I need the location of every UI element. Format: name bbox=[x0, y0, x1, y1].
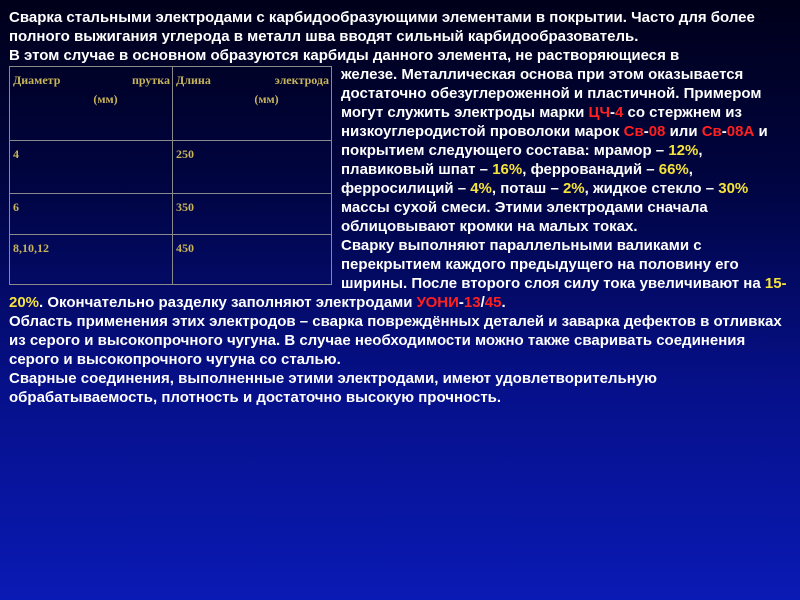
wire-grade-name: Св bbox=[623, 123, 644, 140]
wire-grade-dash: - bbox=[721, 123, 727, 140]
brand-number: 13 bbox=[463, 294, 481, 311]
table-row bbox=[10, 141, 332, 194]
liquid-glass-percent: 30% bbox=[718, 180, 749, 197]
slide-text-block bbox=[9, 8, 791, 407]
application-paragraph: Область применения этих электродов – сварка повреждённых деталей и заварка дефектов в отливках из серого и высокопрочного чугуна. В случае необходимости можно также сваривать соединения серого и высокопрочного чугуна со сталью. bbox=[9, 313, 782, 368]
text-run: , поташ – bbox=[491, 180, 563, 197]
header-length-word: Длина bbox=[176, 73, 211, 87]
header-length-unit: (мм) bbox=[254, 92, 279, 106]
table-row bbox=[10, 194, 332, 235]
intro-line-2: В этом случае в основном образуются карбиды данного элемента, не растворяющиеся в bbox=[9, 47, 680, 64]
text-run: . Окончательно разделку заполняют электродами bbox=[39, 294, 417, 311]
text-run: и покрытием следующего состава: мрамор – bbox=[341, 123, 768, 159]
brand-number: 4 bbox=[615, 104, 624, 121]
intro-paragraph-1: Сварка стальными электродами с карбидообразующими элементами в покрытии. Часто для более полного выжигания углерода в металл шва вводят сильный карбидообразователь. bbox=[9, 9, 755, 45]
text-run: со стержнем из низкоуглеродистой проволоки марок bbox=[341, 104, 742, 140]
header-diameter-word: Диаметр bbox=[13, 73, 61, 87]
text-run: , ферросилиций – bbox=[341, 161, 693, 197]
diameter-cell: 4 bbox=[10, 141, 173, 194]
potash-percent: 2% bbox=[562, 180, 585, 197]
header-rod-word: прутка bbox=[131, 73, 170, 87]
length-cell: 350 bbox=[173, 194, 332, 235]
header-diameter-cell bbox=[10, 67, 173, 141]
brand-name: ЦЧ bbox=[588, 104, 610, 121]
ferrosilicon-percent: 4% bbox=[470, 180, 492, 197]
header-diameter-unit: (мм) bbox=[93, 92, 118, 106]
fluorspar-percent: 16% bbox=[492, 161, 523, 178]
diameter-cell: 6 bbox=[10, 194, 173, 235]
brand-name: УОНИ bbox=[416, 294, 459, 311]
brand-slash: / bbox=[480, 294, 485, 311]
length-cell: 250 bbox=[173, 141, 332, 194]
brand-dash: - bbox=[458, 294, 464, 311]
diameter-cell: 8,10,12 bbox=[10, 235, 173, 285]
header-length-cell bbox=[173, 67, 332, 141]
ferrovanadium-percent: 66% bbox=[658, 161, 689, 178]
brand-dash: - bbox=[610, 104, 615, 121]
table-header-row bbox=[10, 67, 332, 141]
current-increase-value: 15-20% bbox=[9, 275, 787, 311]
intro-paragraph-2 bbox=[9, 46, 791, 65]
electrode-size-table bbox=[9, 66, 332, 285]
table-row bbox=[10, 235, 332, 285]
text-run: . bbox=[501, 294, 506, 311]
text-run: Сварку выполняют параллельными валиками с перекрытием каждого предыдущего на половину его ширины. После второго слоя силу тока увеличивают на bbox=[341, 237, 765, 292]
text-run: , феррованадий – bbox=[522, 161, 659, 178]
text-run: , жидкое стекло – bbox=[584, 180, 719, 197]
text-run: , плавиковый шпат – bbox=[341, 142, 703, 178]
header-electrode-word: электрода bbox=[274, 73, 329, 87]
text-run: железе. Металлическая основа при этом оказывается достаточно обезуглероженной и пластичной. Примером могут служить электроды марки bbox=[341, 66, 762, 121]
text-run: массы сухой смеси. Этими электродами сначала облицовывают кромки на малых токах. bbox=[341, 199, 708, 235]
brand-number: 45 bbox=[484, 294, 502, 311]
conclusion-paragraph: Сварные соединения, выполненные этими электродами, имеют удовлетворительную обрабатываемость, плотность и достаточно высокую прочность. bbox=[9, 370, 657, 406]
length-cell: 450 bbox=[173, 235, 332, 285]
wire-grade-name: Св bbox=[701, 123, 722, 140]
text-run: или bbox=[665, 123, 702, 140]
marble-percent: 12% bbox=[668, 142, 699, 159]
wire-grade-number: 08 bbox=[648, 123, 666, 140]
wire-grade-dash: - bbox=[643, 123, 649, 140]
wire-grade-number: 08А bbox=[726, 123, 755, 140]
